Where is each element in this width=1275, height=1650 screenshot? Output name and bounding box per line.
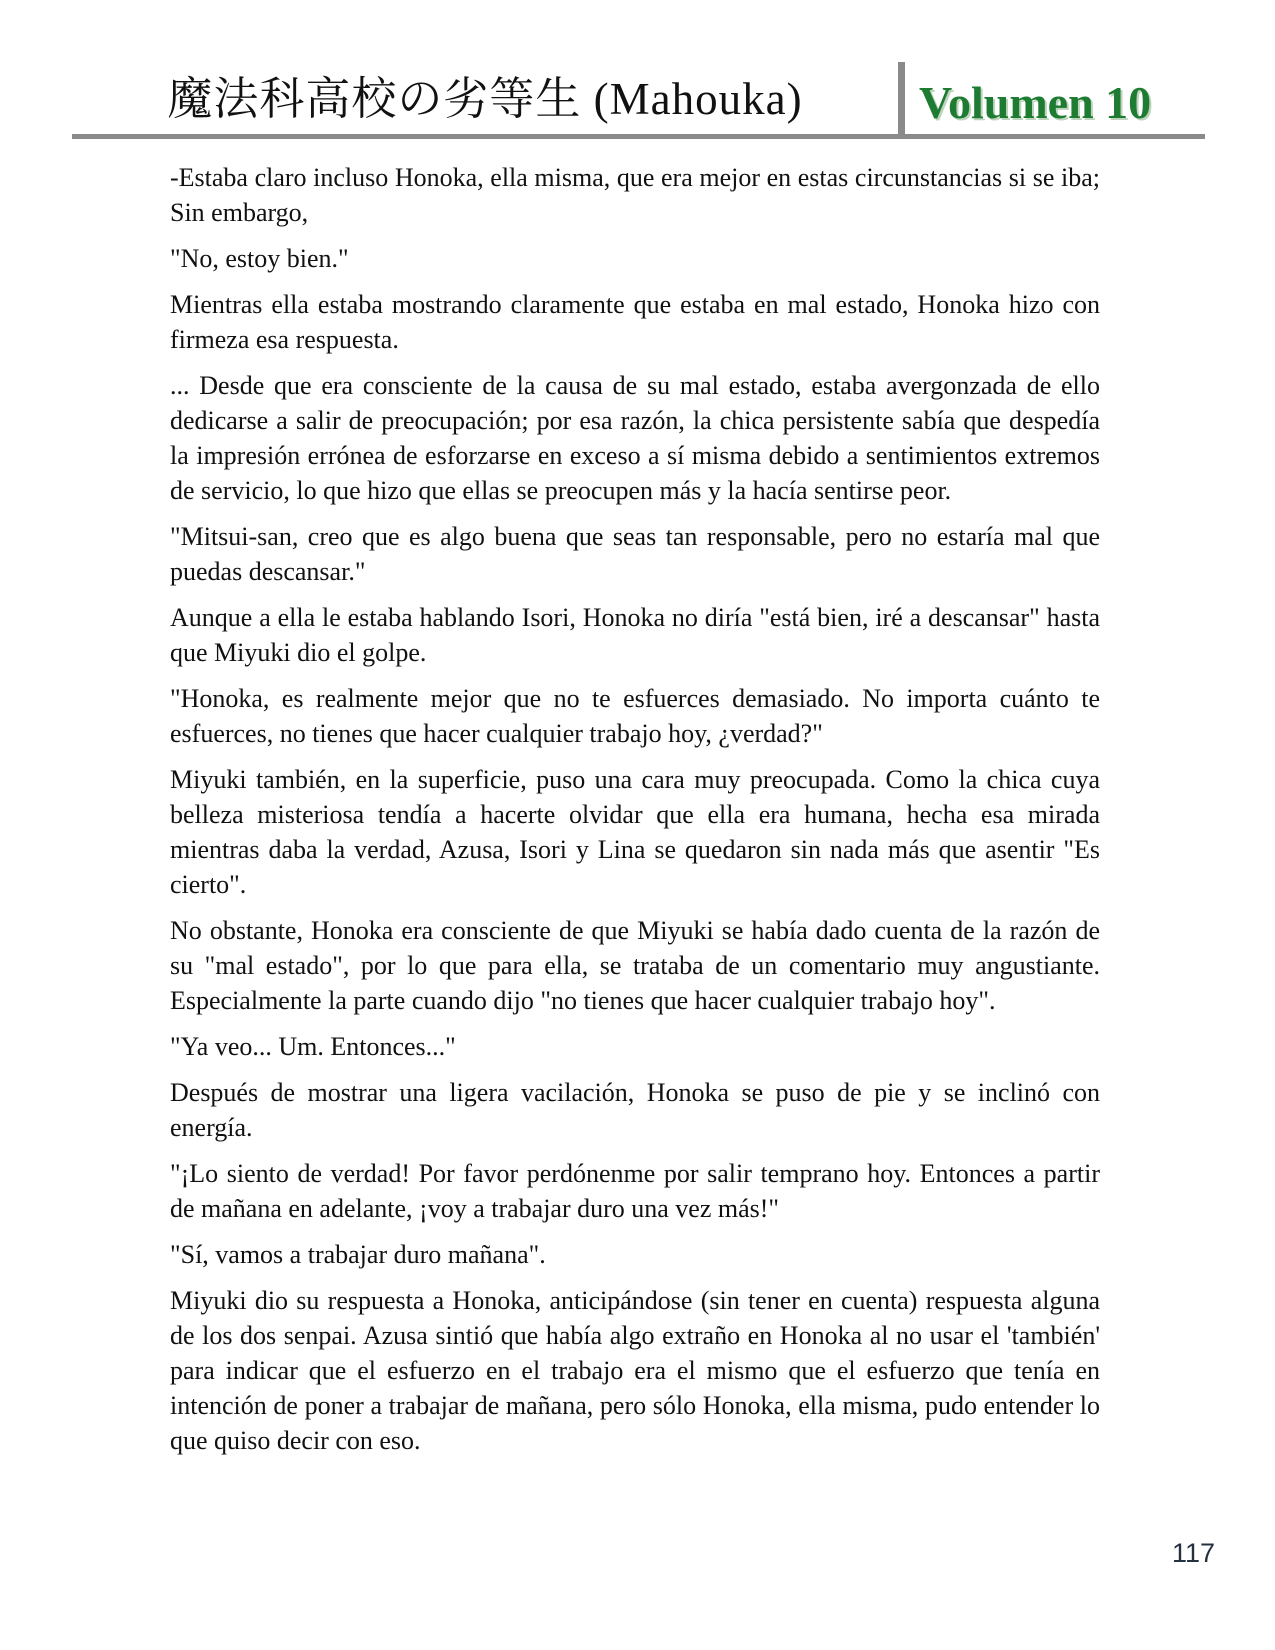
paragraph: "Mitsui-san, creo que es algo buena que seas tan responsable, pero no estaría mal que puedas descansar." [170,522,1100,586]
paragraph: "Honoka, es realmente mejor que no te esfuerces demasiado. No importa cuánto te esfuerces, no tienes que hacer cualquier trabajo hoy, ¿verdad?" [170,684,1100,748]
paragraph: "Sí, vamos a trabajar duro mañana". [170,1240,546,1269]
paragraph: "Ya veo... Um. Entonces..." [170,1032,456,1061]
volume-label: Volumen 10 [919,77,1152,128]
paragraph: -Estaba claro incluso Honoka, ella misma, que era mejor en estas circunstancias si se iba; Sin embargo, [170,163,1100,227]
page-body [170,139,1100,1458]
paragraph: Miyuki dio su respuesta a Honoka, anticipándose (sin tener en cuenta) respuesta alguna de los dos senpai. Azusa sintió que había algo extraño en Honoka al no usar el 'también' para indicar que el esfuerzo en el trabajo era el mismo que el esfuerzo que tenía en intención de poner a trabajar de mañana, pero sólo Honoka, ella misma, pudo entender lo que quiso decir con eso. [170,1286,1100,1455]
paragraph: "No, estoy bien." [170,244,349,273]
header-row [72,62,1205,134]
book-title: 魔法科高校の劣等生 (Mahouka) [167,74,803,124]
paragraph: Mientras ella estaba mostrando claramente que estaba en mal estado, Honoka hizo con firmeza esa respuesta. [170,290,1100,354]
header-vertical-divider [898,62,905,134]
paragraph: Miyuki también, en la superficie, puso una cara muy preocupada. Como la chica cuya belleza misteriosa tendía a hacerte olvidar que ella era humana, hecha esa mirada mientras daba la verdad, Azusa, Isori y Lina se quedaron sin nada más que asentir "Es cierto". [170,765,1100,899]
paragraph: Después de mostrar una ligera vacilación, Honoka se puso de pie y se inclinó con energía. [170,1078,1100,1142]
paragraph: ... Desde que era consciente de la causa de su mal estado, estaba avergonzada de ello dedicarse a salir de preocupación; por esa razón, la chica persistente sabía que despedía la impresión errónea de esforzarse en exceso a sí misma debido a sentimientos extremos de servicio, lo que hizo que ellas se preocupen más y la hacía sentirse peor. [170,371,1100,505]
page-number: 117 [1171,1538,1215,1568]
paragraph: "¡Lo siento de verdad! Por favor perdónenme por salir temprano hoy. Entonces a partir de mañana en adelante, ¡voy a trabajar duro una vez más!" [170,1159,1100,1223]
page-header [72,62,1205,139]
paragraph: Aunque a ella le estaba hablando Isori, Honoka no diría "está bien, iré a descansar" hasta que Miyuki dio el golpe. [170,603,1100,667]
paragraph: No obstante, Honoka era consciente de que Miyuki se había dado cuenta de la razón de su "mal estado", por lo que para ella, se trataba de un comentario muy angustiante. Especialmente la parte cuando dijo "no tienes que hacer cualquier trabajo hoy". [170,916,1100,1015]
